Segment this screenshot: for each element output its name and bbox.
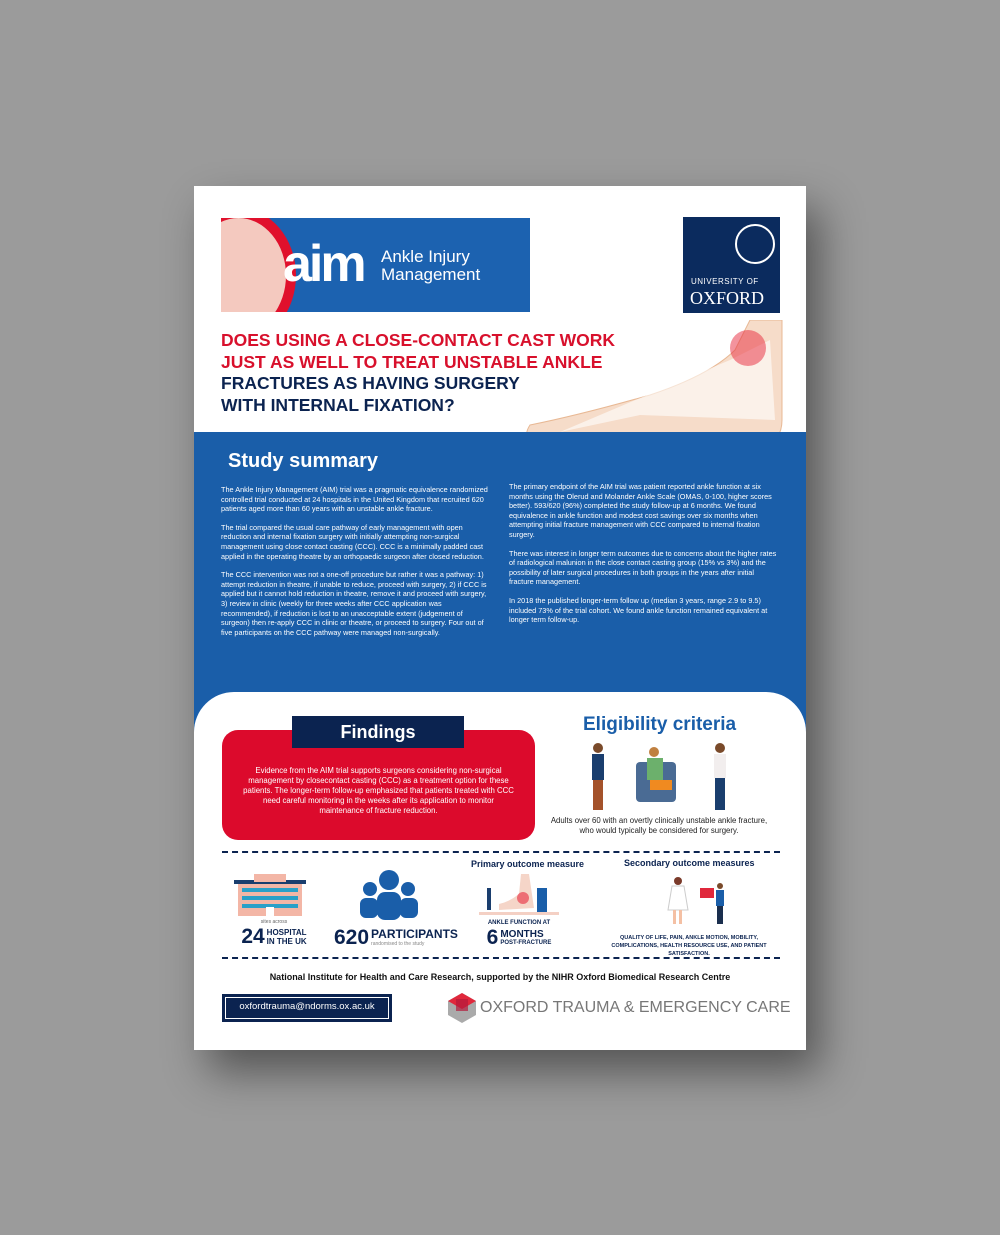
funder-text: National Institute for Health and Care Research, supported by the NIHR Oxford Biomedical Research Centre xyxy=(269,972,731,982)
oxford-line1: UNIVERSITY OF xyxy=(691,277,759,286)
email-box[interactable] xyxy=(222,994,392,1022)
primary-outcome-number: 6 xyxy=(486,926,499,949)
question-line: DOES USING A CLOSE-CONTACT CAST WORK xyxy=(221,330,616,350)
oxford-seal-icon xyxy=(735,224,775,264)
otec-cube-icon xyxy=(448,993,476,1023)
summary-left-column xyxy=(221,485,491,646)
participants-label: PARTICIPANTS xyxy=(371,927,458,941)
aim-logo-word: aim xyxy=(283,235,364,293)
hospital-label: HOSPITAL xyxy=(266,928,307,937)
question-line: JUST AS WELL TO TREAT UNSTABLE ANKLE xyxy=(221,351,603,372)
participants-sublabel: randomised to the study xyxy=(371,941,425,947)
hospital-icon xyxy=(234,874,306,916)
divider xyxy=(222,851,780,853)
foot-illustration-icon xyxy=(520,320,790,450)
study-summary-title: Study summary xyxy=(228,450,379,472)
summary-paragraph: The CCC intervention was not a one-off procedure but rather it was a pathway: 1) attempt reduction in theatre, if unable to reduce, proceed with surgery, 2) if CCC is applied but it cannot hold reduction in theatre, remove it and proceed with surgery, 3) review in clinic (weekly for three weeks after CCC application was recommended), if reduction is lost to an unacceptable extent (judgement of surgeon) then re-apply CCC in clinic or theatre, or proceed to surgery. Four out of five participants on the CCC pathway were managed non-surgically. xyxy=(221,570,487,637)
summary-paragraph: There was interest in longer term outcomes due to concerns about the higher rates of radiological malunion in the close contact casting group (15% vs 3%) and the possibility of later surgical procedures in both groups in the years after initial fracture management. xyxy=(509,548,777,587)
primary-outcome-stat xyxy=(484,919,554,949)
otec-logo xyxy=(448,992,791,1024)
eligibility-text: Adults over 60 with an overtly clinically unstable ankle fracture, who would typically be considered for surgery. xyxy=(550,816,768,835)
doctor-patient-illustration-icon xyxy=(664,876,734,926)
eligibility-title: Eligibility criteria xyxy=(583,714,737,735)
secondary-outcome-title: Secondary outcome measures xyxy=(624,858,755,868)
primary-outcome-top: ANKLE FUNCTION AT xyxy=(487,920,551,926)
secondary-outcome-text: QUALITY OF LIFE, PAIN, ANKLE MOTION, MOBILITY, COMPLICATIONS, HEALTH RESOURCE USE, AND PATIENT SATISFACTION. xyxy=(611,935,767,957)
poster xyxy=(194,186,806,1050)
email-link[interactable]: oxfordtrauma@ndorms.ox.ac.uk xyxy=(225,997,389,1019)
hospital-label: IN THE UK xyxy=(266,937,307,946)
summary-paragraph: The Ankle Injury Management (AIM) trial was a pragmatic equivalence randomized controlled trial conducted at 24 hospitals in the United Kingdom that recruited 620 patients aged more than 60 years with an unstable ankle fracture. xyxy=(221,485,488,514)
hospital-count: 24 xyxy=(241,925,265,948)
summary-paragraph: The primary endpoint of the AIM trial was patient reported ankle function at six months using the Olerud and Molander Ankle Scale (OMAS, 0-100, higher scores better). 593/620 (96%) completed the study follow-up at 6 months. We found equivalence in ankle function and modest cost savings over six months when attempting initial fracture management with CCC compared to internal fixation surgery. xyxy=(509,482,772,539)
hospital-stat xyxy=(234,919,314,948)
findings-title: Findings xyxy=(292,716,464,748)
aim-logo-subtitle: Ankle Injury Management xyxy=(381,247,481,284)
question-line: WITH INTERNAL FIXATION? xyxy=(221,394,455,415)
summary-paragraph: The trial compared the usual care pathway of early management with open reduction and internal fixation surgery with initially attempting non-surgical management using close contact casting (CCC). CCC is a minimally padded cast applied in the operating theatre by an orthopaedic surgeon after closed reduction. xyxy=(221,522,484,561)
otec-logo-text: OXFORD TRAUMA & EMERGENCY CARE xyxy=(480,999,791,1016)
summary-paragraph: In 2018 the published longer-term follow up (median 3 years, range 2.9 to 9.5) included 73% of the trial cohort. We found ankle function remained equivalent at longer term follow-up. xyxy=(509,595,768,625)
ankle-illustration-icon xyxy=(479,874,559,916)
primary-outcome-sublabel: POST-FRACTURE xyxy=(500,940,552,946)
primary-outcome-label: MONTHS xyxy=(500,929,544,940)
findings-text: Evidence from the AIM trial supports surgeons considering non-surgical management by closecontact casting (CCC) as a treatment option for these patients. The longer-term follow-up emphasized that patients treated with CCC need careful monitoring in the weeks after its application to monitor maintenance of fracture reduction. xyxy=(243,766,514,815)
question-line: FRACTURES AS HAVING SURGERY xyxy=(221,373,520,393)
oxford-logo xyxy=(683,217,780,313)
primary-outcome-title: Primary outcome measure xyxy=(471,859,585,869)
oxford-line2: OXFORD xyxy=(690,288,765,308)
divider xyxy=(222,957,780,959)
participants-stat xyxy=(334,927,458,949)
aim-logo xyxy=(221,218,530,312)
patients-illustration-icon xyxy=(584,742,744,812)
participants-count: 620 xyxy=(334,926,370,949)
participants-icon xyxy=(360,870,418,920)
hospital-small-label: sites across xyxy=(260,919,288,925)
summary-right-column xyxy=(509,482,779,634)
